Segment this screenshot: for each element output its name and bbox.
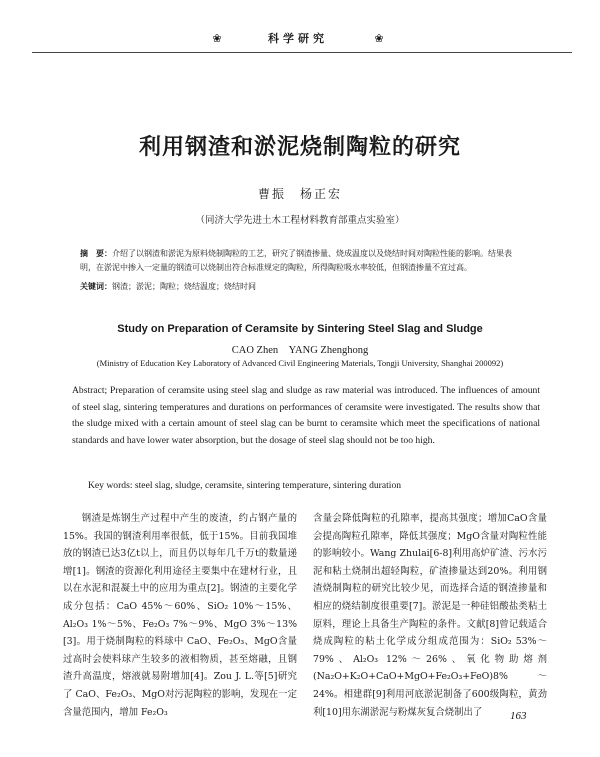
body-column-left — [63, 510, 297, 721]
affiliation: （同济大学先进土木工程材料教育部重点实验室） — [195, 215, 405, 226]
flower-ornament-icon: ❀ — [212, 32, 222, 45]
abstract-label: 摘 要： — [80, 248, 112, 258]
english-abstract-label: Abstract — [72, 385, 105, 396]
body-column-right — [313, 510, 547, 721]
english-abstract-text: ; Preparation of ceramsite using steel slag and sludge as raw material was introduced. The influences of amount of steel slag, sintering temperatures and durations on performances of ceramsite were investigated. The results show that the sludge mixed with a certain amount of steel slag can be burnt to ceramsite which meet the specifications of national standards and have lower water absorption, but the dosage of steel slag should not be too high. — [72, 385, 540, 446]
section-label: 科学研究 — [268, 32, 328, 45]
running-header — [208, 32, 388, 48]
page-number: 163 — [510, 710, 527, 722]
flower-ornament-icon: ❀ — [374, 32, 384, 45]
english-keywords-text: : steel slag, sludge, ceramsite, sintering temperature, sintering duration — [129, 480, 402, 491]
paper-title: 利用钢渣和淤泥烧制陶粒的研究 — [138, 135, 461, 160]
english-title: Study on Preparation of Ceramsite by Sintering Steel Slag and Sludge — [117, 323, 483, 335]
chinese-abstract — [80, 246, 520, 298]
english-affiliation: (Ministry of Education Key Laboratory of Advanced Civil Engineering Materials, Tongji University, Shanghai 200092) — [96, 358, 504, 368]
english-keywords — [88, 480, 540, 491]
english-abstract — [72, 383, 540, 449]
authors: 曹振 杨正宏 — [257, 187, 342, 201]
keywords-text: 钢渣；淤泥；陶粒；烧结温度；烧结时间 — [112, 282, 256, 291]
abstract-text: 介绍了以钢渣和淤泥为原料烧制陶粒的工艺，研究了钢渣掺量、烧成温度以及烧结时间对陶粒性能的影响。结果表明，在淤泥中掺入一定量的钢渣可以烧制出符合标准规定的陶粒，所得陶粒吸水率较低，但钢渣掺量不宜过高。 — [80, 249, 512, 272]
english-authors: CAO Zhen YANG Zhenghong — [231, 345, 369, 356]
body-paragraph: 含量会降低陶粒的孔隙率，提高其强度；增加CaO含量会提高陶粒孔隙率，降低其强度；MgO含量对陶粒性能的影响较小。Wang Zhulai[6-8]利用高炉矿渣、污水污泥和粘土烧制出超轻陶粒，矿渣掺量达到20%。利用钢渣烧制陶粒的研究比较少见，而选择合适的钢渣掺量和相应的烧结制度很重要[7]。淤泥是一种硅铝酸盐类粘土原料，理论上具备生产陶粒的条件。文献[8]曾记载适合烧成陶粒的粘土化学成分组成范围为：SiO₂ 53%～79%、Al₂O₃ 12%～26%、氧化物助熔剂(Na₂O+K₂O+CaO+MgO+Fe₂O₃+FeO)8%～24%。相建群[9]利用河底淤泥制备了600级陶粒，黄劲利[10]用东湖淤泥与粉煤灰复合烧制出了 — [313, 513, 547, 718]
body-paragraph: 钢渣是炼钢生产过程中产生的废渣，约占钢产量的15%。我国的钢渣利用率很低，低于15%。目前我国堆放的钢渣已达3亿t以上，而且仍以每年几千万t的数量递增[1]。钢渣的资源化利用途径主要集中在建材行业，且以在水泥和混凝土中的应用为重点[2]。钢渣的主要化学成分包括：CaO 45%～60%、SiO₂ 10%～15%、Al₂O₃ 1%～5%、Fe₂O₃ 7%～9%、MgO 3%～13%[3]。用于烧制陶粒的料球中 CaO、Fe₂O₃、MgO含量过高时会使料球产生较多的液相物质，甚至熔融，且钢渣升高温度，熔液就易附增加[4]。Zou J. L.等[5]研究了 CaO、Fe₂O₃、MgO对污泥陶粒的影响，发现在一定含量范围内，增加 Fe₂O₃ — [63, 513, 297, 718]
english-keywords-label: Key words — [88, 480, 130, 491]
keywords-label: 关键词： — [80, 281, 112, 291]
header-rule — [32, 52, 572, 53]
